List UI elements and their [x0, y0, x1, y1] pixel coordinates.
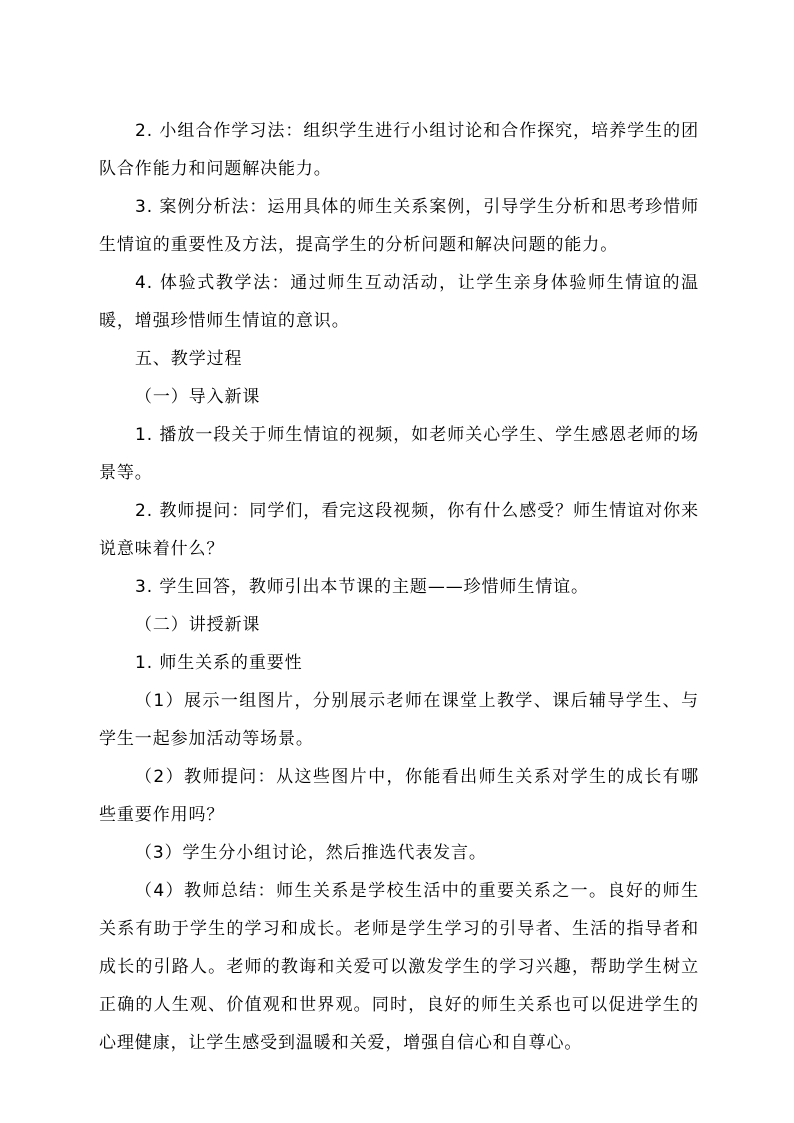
paragraph-step-1: （1）展示一组图片，分别展示老师在课堂上教学、课后辅导学生、与学生一起参加活动等场景。	[99, 691, 699, 749]
paragraph-method-3: 3. 案例分析法：运用具体的师生关系案例，引导学生分析和思考珍惜师生情谊的重要性及方法，提高学生的分析问题和解决问题的能力。	[99, 197, 699, 255]
paragraph-step-4: （4）教师总结：师生关系是学校生活中的重要关系之一。良好的师生关系有助于学生的学习和成长。老师是学生学习的引导者、生活的指导者和成长的引路人。老师的教诲和关爱可以激发学生的学习兴趣，帮助学生树立正确的人生观、价值观和世界观。同时，良好的师生关系也可以促进学生的心理健康，让学生感受到温暖和关爱，增强自信心和自尊心。	[99, 881, 699, 1053]
subsection-heading-intro: （一）导入新课	[135, 387, 261, 407]
paragraph-method-4: 4. 体验式教学法：通过师生互动活动，让学生亲身体验师生情谊的温暖，增强珍惜师生情谊的意识。	[99, 273, 699, 331]
paragraph-step-3: （3）学生分小组讨论，然后推选代表发言。	[135, 843, 487, 863]
paragraph-intro-2: 2. 教师提问：同学们，看完这段视频，你有什么感受？师生情谊对你来说意味着什么？	[99, 501, 699, 559]
paragraph-intro-1: 1. 播放一段关于师生情谊的视频，如老师关心学生、学生感恩老师的场景等。	[99, 425, 699, 483]
item-heading-importance: 1. 师生关系的重要性	[135, 653, 303, 673]
paragraph-method-2: 2. 小组合作学习法：组织学生进行小组讨论和合作探究，培养学生的团队合作能力和问题解决能力。	[99, 121, 699, 179]
document-body	[99, 112, 699, 1062]
subsection-heading-new-lesson: （二）讲授新课	[135, 615, 261, 635]
paragraph-intro-3: 3. 学生回答，教师引出本节课的主题——珍惜师生情谊。	[135, 577, 589, 597]
section-heading-teaching-process: 五、教学过程	[135, 349, 243, 369]
paragraph-step-2: （2）教师提问：从这些图片中，你能看出师生关系对学生的成长有哪些重要作用吗？	[99, 767, 699, 825]
